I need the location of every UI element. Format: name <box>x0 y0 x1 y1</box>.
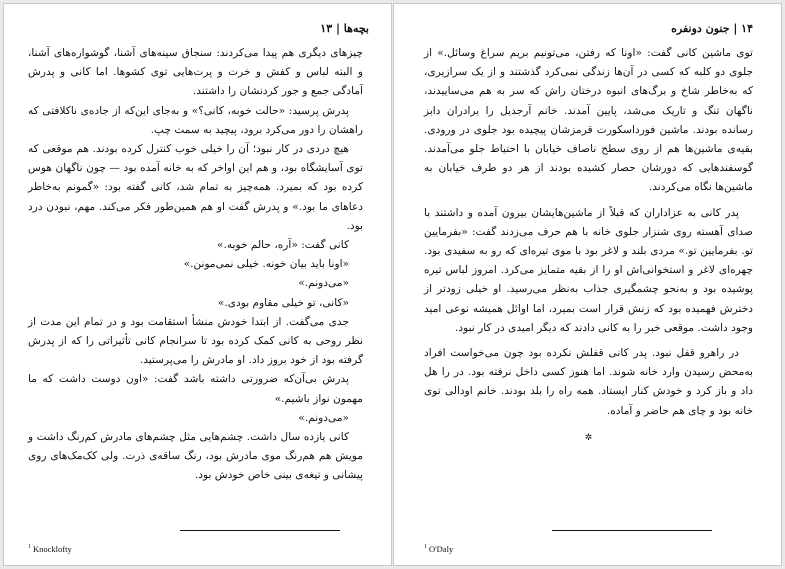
paragraph: پدرش بی‌آن‌که ضرورتی داشته باشد گفت: «اون دوست داشت که ما مهمون نواز باشیم.» <box>28 373 363 405</box>
dialogue-line: «می‌دونم.» <box>298 277 349 290</box>
dialogue-line: «کانی، تو خیلی مقاوم بودی.» <box>217 296 349 309</box>
paragraph: در راهرو قفل نبود. پدر کانی قفلش نکرده بود چون می‌خواست افراد به‌محض رسیدن وارد خانه شوند. اما هنوز کسی داخل نرفته بود. در را هل داد و باز کرد و خودش کنار ایستاد. همه راه را بلد بودند. خانم اودالی توی خانه بود و چای هم حاضر و آماده. <box>424 347 753 417</box>
paragraph: پدرش پرسید: «حالت خوبه، کانی؟» و به‌جای این‌که از جاده‌ی ناکلافتی که راهشان را دور می‌کرد برود، پیچید به سمت چپ. <box>28 104 363 136</box>
footnote-number: 1 <box>424 544 427 551</box>
dialogue-line: کانی گفت: «آره، حالم خوبه.» <box>217 239 349 252</box>
footnote <box>28 544 72 554</box>
paragraph: کانی یازده سال داشت. چشم‌هایی مثل چشم‌های مادرش کم‌رنگ داشت و مویش هم هم‌رنگ موی مادرش بود، رنگ ساقه‌ی ذرت. ولی کک‌مک‌های روی پیشانی و تیغه‌ی بینی خاص خودش بود. <box>28 431 363 482</box>
footnote-text: O'Daly <box>429 544 454 554</box>
dialogue-line: «اونا باید بیان خونه. خیلی نمی‌مونن.» <box>183 258 349 271</box>
page-header: بچه‌ها | ۱۳ <box>320 22 369 35</box>
paragraph: هیچ دردی در کار نبود؛ آن را خیلی خوب کنترل کرده بودند. هم موقعی که توی آسایشگاه بود، و هم این اواخر که به خانه آمده بود — چون ناگهان هوس کرده بود که بمیرد. همه‌چیز به تمام شد، کانی گفته بود: «گمونم به‌خاطر دعاهای ما بود.» و پدرش گفت او هم همین‌طور فکر می‌کند. مهم، نبودن درد بود. <box>28 143 363 232</box>
page-header: ۱۴ | جنون دونفره <box>671 22 753 35</box>
left-page <box>3 3 392 566</box>
paragraph: پدر کانی به عزاداران که قبلاً از ماشین‌هایشان بیرون آمده و داشتند با صدای آهسته روی شنزار جلوی خانه با هم حرف می‌زدند گفت: «بفرمایین تو. بفرمایین تو.» مردی بلند و لاغر بود با موی تیره‌ای که رو به سفیدی بود. چهره‌ای لاغر و استخوانی‌اش او را از بقیه متمایز می‌کرد. امروز لباس تیره پوشیده بود و به‌نحو چشمگیری جذاب به‌نظر می‌رسید. او خیلی زودتر از دخترش فهمیده بود که زنش قرار است بمیرد، اما اوائل همیشه نوعی امید وجود داشت. موقعی خبر را به کانی دادند که دیگر امیدی در کار نبود. <box>424 206 753 334</box>
footnote-text: Knocklofty <box>33 544 72 554</box>
footnote-rule <box>552 530 712 531</box>
dialogue-line: «می‌دونم.» <box>298 411 349 424</box>
paragraph: چیزهای دیگری هم پیدا می‌کردند: سنجاق سینه‌های آشنا، گوشواره‌های آشنا، و البته لباس و کفش و خرت و پرت‌هایی توی کشوها. اما کانی و پدرش آمادگی جمع و جور کردنشان را داشتند. <box>28 47 363 98</box>
footnote-rule <box>180 530 340 531</box>
footnote-number: 1 <box>28 544 31 551</box>
page-body <box>424 44 753 448</box>
section-break-ornament: ✲ <box>584 432 593 443</box>
right-page <box>393 3 782 566</box>
paragraph: جدی می‌گفت. از ابتدا خودش منشأ استقامت بود و در تمام این مدت از نظر روحی به کانی کمک کرده بود تا سرانجام کانی تأثیراتی را که از پدرش گرفته بود از خود بروز داد. او مادرش را می‌پرستید. <box>28 315 363 367</box>
paragraph: توی ماشین کانی گفت: «اونا که رفتن، می‌تونیم بریم سراغ وسائل.» از جلوی دو کلبه که کسی در آن‌ها زندگی نمی‌کرد گذشتند و از یک سرازیری، که به‌خاطر شاخ و برگ‌های انبوه درختان راش که سر به هم می‌ساییدند، ناگهان تنگ و تاریک می‌شد، پایین آمدند. خانم آرجدیل را برادران دابز رسانده بودند. ماشین فورداسکورت قرمزشان پیچیده بود جلوی در ورودی. بقیه‌ی ماشین‌ها هم از روی سطح ناصاف خیابان با احتیاط جلو می‌آمدند. گوسفندهایی که دورشان حصار کشیده بودند از هر دو طرف خیابان به ماشین‌ها نگاه می‌کردند. <box>424 47 753 194</box>
footnote <box>424 544 453 554</box>
page-body <box>28 44 363 486</box>
